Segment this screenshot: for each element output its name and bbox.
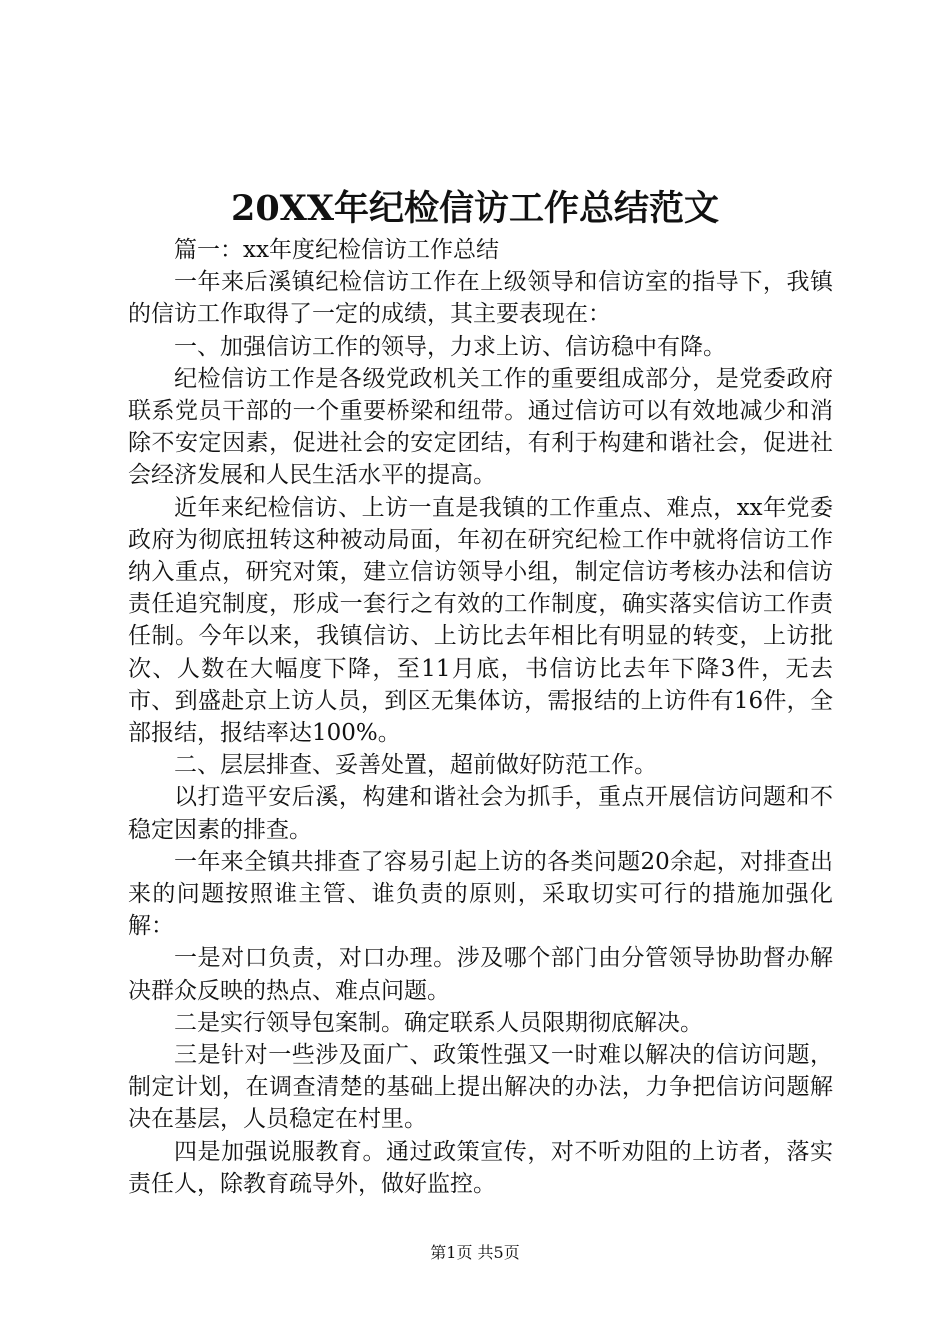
paragraph: 以打造平安后溪，构建和谐社会为抓手，重点开展信访问题和不稳定因素的排查。 — [128, 784, 833, 843]
document-body — [128, 234, 833, 1200]
paragraph: 一年来后溪镇纪检信访工作在上级领导和信访室的指导下，我镇的信访工作取得了一定的成绩，其主要表现在： — [128, 269, 833, 328]
paragraph: 一是对口负责，对口办理。涉及哪个部门由分管领导协助督办解决群众反映的热点、难点问题。 — [128, 945, 833, 1004]
paragraph: 一年来全镇共排查了容易引起上访的各类问题20余起，对排查出来的问题按照谁主管、谁负责的原则，采取切实可行的措施加强化解： — [128, 848, 833, 940]
paragraph: 四是加强说服教育。通过政策宣传，对不听劝阻的上访者，落实责任人，除教育疏导外，做好监控。 — [128, 1138, 833, 1197]
paragraph: 三是针对一些涉及面广、政策性强又一时难以解决的信访问题，制定计划，在调查清楚的基础上提出解决的办法，力争把信访问题解决在基层，人员稳定在村里。 — [128, 1042, 833, 1133]
paragraph: 近年来纪检信访、上访一直是我镇的工作重点、难点，xx年党委政府为彻底扭转这种被动局面，年初在研究纪检工作中就将信访工作纳入重点，研究对策，建立信访领导小组，制定信访考核办法和信访责任追究制度，形成一套行之有效的工作制度，确实落实信访工作责任制。今年以来，我镇信访、上访比去年相比有明显的转变，上访批次、人数在大幅度下降，至11月底，书信访比去年下降3件，无去市、到盛赴京上访人员，到区无集体访，需报结的上访件有16件，全部报结，报结率达100%。 — [128, 494, 833, 747]
paragraph: 二、层层排查、妥善处置，超前做好防范工作。 — [174, 752, 657, 779]
section-heading: 篇一：xx年度纪检信访工作总结 — [174, 237, 499, 263]
page-footer: 第1页 共5页 — [430, 1243, 520, 1262]
paragraph: 纪检信访工作是各级党政机关工作的重要组成部分，是党委政府联系党员干部的一个重要桥梁和纽带。通过信访可以有效地减少和消除不安定因素，促进社会的安定团结，有利于构建和谐社会，促进社会经济发展和人民生活水平的提高。 — [128, 365, 833, 489]
paragraph: 二是实行领导包案制。确定联系人员限期彻底解决。 — [174, 1009, 703, 1036]
document-title: 20XX年纪检信访工作总结范文 — [230, 188, 720, 229]
paragraph: 一、加强信访工作的领导，力求上访、信访稳中有降。 — [174, 333, 726, 360]
